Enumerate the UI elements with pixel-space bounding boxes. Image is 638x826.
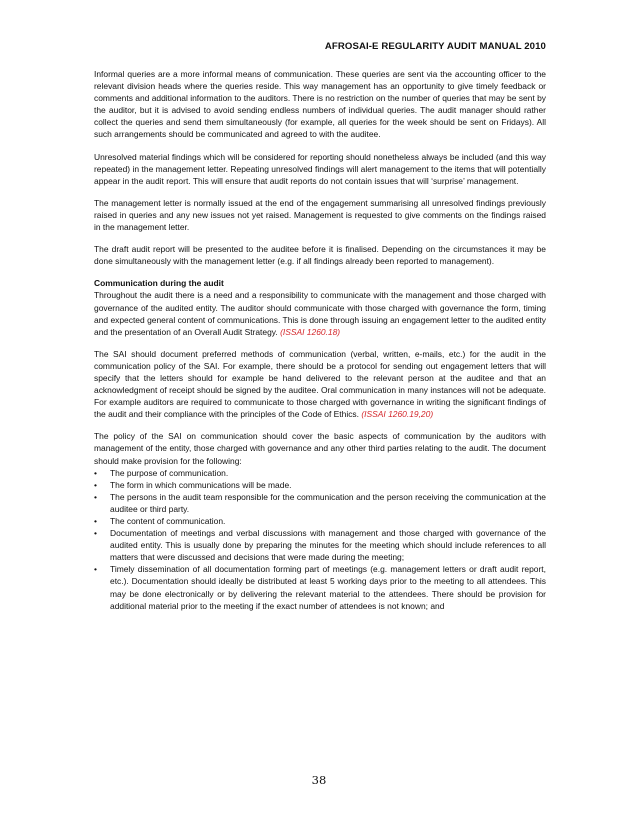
paragraph-policy: The policy of the SAI on communication should cover the basic aspects of communication by the auditors with management of the entity, those charged with governance and any other third parties relating to the audit. The document should make provision for the following: [94,431,546,466]
paragraph-text: The SAI should document preferred methods of communication (verbal, written, e-mails, etc.) for the audit in the communication policy of the SAI. For example, there should be a protocol for sending out engagement letters that will specify that the letters should for example be hand delivered to the relevant person at the auditee and that an acknowledgment of receipt should be signed by the auditee. Oral communication in many instances will not be adequate. For example auditors are required to communicate to those charged with governance in writing the significant findings of the audit and their compliance with the principles of the Code of Ethics. [94,348,546,420]
paragraph-draft-report: The draft audit report will be presented to the auditee before it is finalised. Depending on the circumstances it may be done simultaneously with the management letter (e.g. if all findings already been reported to management). [94,244,546,267]
paragraph-unresolved-findings: Unresolved material findings which will be considered for reporting should nonetheless always be included (and this way repeated) in the management letter. Repeating unresolved findings will alert management to the items that will potentially appear in the audit report. This will ensure that audit reports do not contain issues that will ‘surprise’ management. [94,151,546,186]
page-number: 38 [311,773,327,787]
provision-list [94,467,546,612]
list-item: • The content of communication. [94,515,546,527]
list-item: • Documentation of meetings and verbal discussions with management and those charged with governance of the audited entity. This is usually done by preparing the minutes for the meeting which should include references to all matters that were discussed and decisions that were made during the meeting; [94,527,546,563]
list-item: • Timely dissemination of all documentation forming part of meetings (e.g. management letters or draft audit report, etc.). Documentation should ideally be distributed at least 5 working days prior to the meeting to all attendees. This may be done electronically or by delivering the relevant material to the attendees. There should be provision for additional material prior to the meeting if the exact number of attendees is not known; and [94,563,546,611]
list-item: • The purpose of communication. [94,467,546,479]
running-header: AFROSAI-E REGULARITY AUDIT MANUAL 2010 [324,41,546,52]
issai-reference: (ISSAI 1260.19,20) [361,409,434,420]
paragraph-informal-queries: Informal queries are a more informal means of communication. These queries are sent via the accounting officer to the relevant division heads where the queries reside. This way management has an opportunity to give timely feedback or comments and additional information to the auditors. There is no restriction on the number of queries that may be sent by the auditor, but it is advised to avoid sending endless numbers of individual queries. The audit manager should rather collect the queries and send them simultaneously (for example, all queries for the week should be sent on Fridays). All such arrangements should be communicated and agreed to with the auditee. [94,69,546,140]
paragraph-communication-methods [94,348,546,421]
paragraph-communication-audit [94,289,546,337]
paragraph-text: Throughout the audit there is a need and a responsibility to communicate with the management and those charged with governance of the audited entity. The auditor should communicate with those charged with governance the form, timing and expected general content of communications. This is done through issuing an engagement letter to the audited entity and the presentation of an Overall Audit Strategy. [94,290,546,337]
page-body [94,68,546,612]
list-item: • The form in which communications will be made. [94,479,546,491]
paragraph-management-letter: The management letter is normally issued at the end of the engagement summarising all unresolved findings previously raised in queries and any new issues not yet raised. Management is requested to give comments on the findings raised in the management letter. [94,197,546,233]
issai-reference: (ISSAI 1260.18) [280,326,341,337]
section-heading: Communication during the audit [94,278,224,289]
list-item: • The persons in the audit team responsible for the communication and the person receiving the communication at the auditee or third party. [94,491,546,515]
